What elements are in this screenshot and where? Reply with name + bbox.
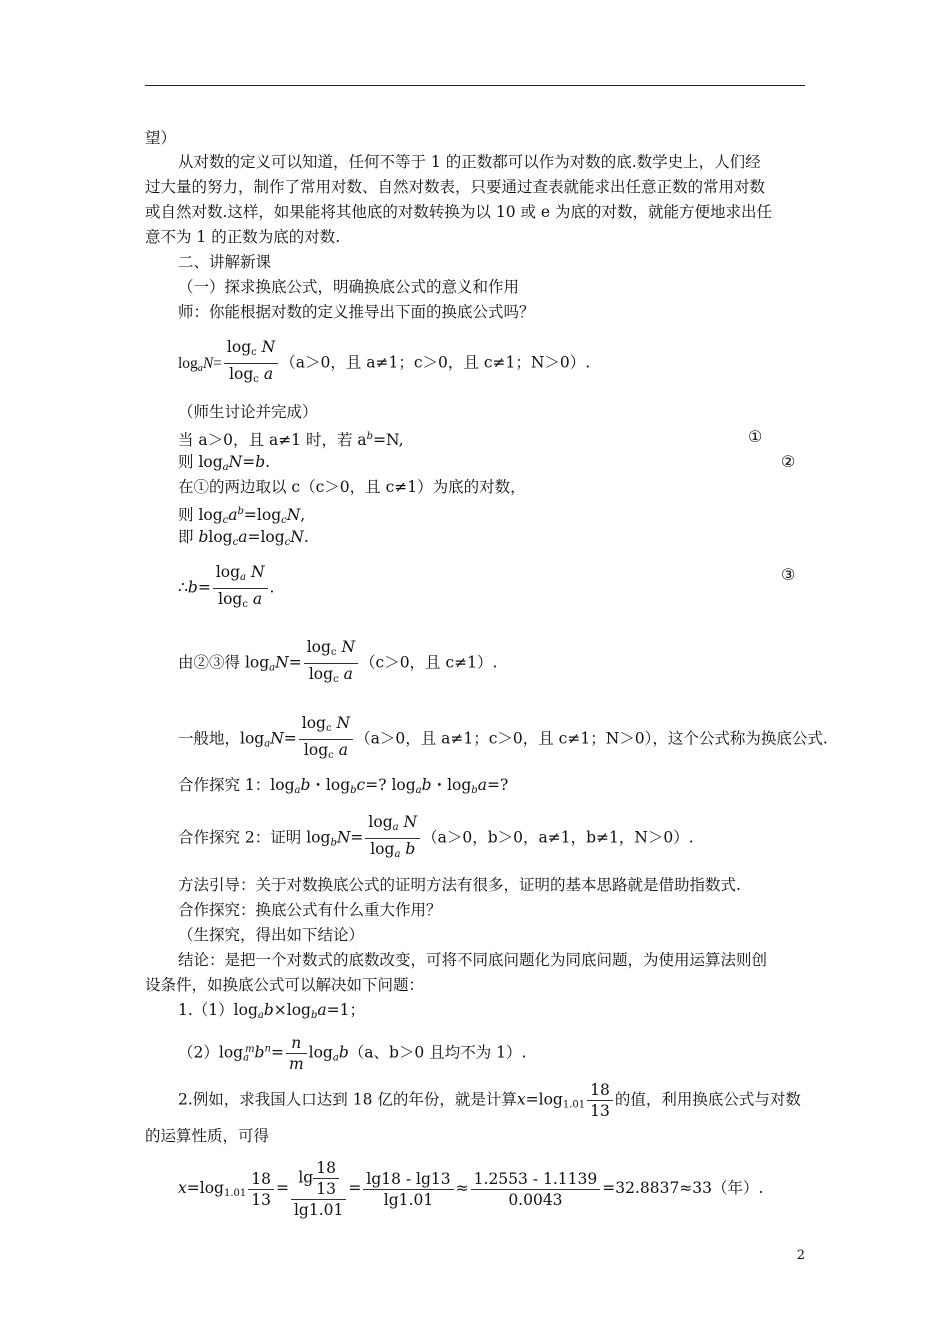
teacher-question: 师：你能根据对数的定义推导出下面的换底公式吗？ [178,303,535,321]
derivation-step-5: 即 blogca=logcN. [178,528,309,548]
subsection-heading: （一）探求换底公式，明确换底公式的意义和作用 [178,278,520,296]
circled-1: ① [748,427,763,446]
example-line-1: 2.例如，求我国人口达到 18 亿的年份，就是计算x=log1.01 $\frac{18}{13}$ 的值，利用换底公式与对数 [178,1081,801,1120]
item-2: $(2)\log a^mb^n=$ $\frac{n}{m}$ logab（a、b＞0 且均不为 1）. [178,1034,527,1073]
header-rule [145,85,805,86]
conclusion-line-2: 设条件，如换底公式可以解决如下问题： [145,976,425,994]
derivation-step-3: 在①的两边取以 c（c＞0，且 c≠1）为底的对数， [178,478,526,496]
intro-line-3: 或自然对数.这样，如果能将其他底的对数转换为以 10 或 e 为底的对数，就能方便地求出任 [145,203,773,221]
derivation-result: ∴b= $\frac{\text{loga N}}{\text{logc a}}$ . [178,563,275,610]
example-calculation: x=log1.01 $\frac{18}{13}$ = lg $\frac{18}{13}$ lg1.01 = $\frac{\lg 18 - \lg 13}{\lg 1.01}$ ≈ $\frac{1.2553 - 1.1139}{0.0043}$ =32.8837≈33（年）. [178,1159,764,1219]
circled-3: ③ [781,565,796,584]
derivation-step-2: 则 logaN=b. [178,453,271,473]
coop-exploration-2: 合作探究 2：证明 logbN= $\frac{\text{loga N}}{\text{loga b}}$ （a＞0，b＞0，a≠1，b≠1，N＞0）. [178,813,694,860]
formula-conditions: （a＞0，且 a≠1；c＞0，且 c≠1；N＞0）. [280,353,591,372]
coop-exploration-1: 合作探究 1：logab・logbc=? logab・logba=? [178,776,509,796]
intro-line-4: 意不为 1 的正数为底的对数. [145,228,341,246]
coop-exploration-3: 合作探究：换底公式有什么重大作用？ [178,901,442,919]
general-statement: 一般地，logaN= $\frac{\text{logc N}}{\text{logc a}}$ （a＞0，且 a≠1；c＞0，且 c≠1；N＞0），这个公式称为换底公式. [178,714,828,761]
item-1: 1.（1）logab×logba=1； [178,1001,365,1021]
discussion-note: （师生讨论并完成） [178,403,318,421]
change-of-base-formula: logaN= $\frac{\text{logc N}}{\text{logc a}}$ （a＞0，且 a≠1；c＞0，且 c≠1；N＞0）. [178,338,591,385]
method-guide: 方法引导：关于对数换底公式的证明方法有很多，证明的基本思路就是借助指数式. [178,876,741,894]
section-heading: 二、讲解新课 [178,253,272,271]
intro-line-1: 从对数的定义可以知道，任何不等于 1 的正数都可以作为对数的底.数学史上，人们经 [178,153,761,171]
derivation-step-4: 则 logca$^b$=logcN, [178,506,306,526]
intro-line-2: 过大量的努力，制作了常用对数、自然对数表，只要通过查表就能求出任意正数的常用对数 [145,178,766,196]
combined-result: 由②③得 logaN= $\frac{\text{logc N}}{\text{logc a}}$ （c＞0，且 c≠1）. [178,638,498,685]
approx-numerator: 1.2553 - 1.1139 [471,1169,601,1190]
conclusion-line-1: 结论：是把一个对数式的底数改变，可将不同底问题化为同底问题，为使用运算法则创 [178,951,768,969]
page-number: 2 [796,1248,805,1263]
derivation-step-1: 当 a＞0，且 a≠1 时，若 $a^b=N$, [178,431,404,449]
example-line-2: 的运算性质，可得 [145,1127,270,1145]
approx-denominator: 0.0043 [508,1190,563,1209]
calc-result: =32.8837≈33（年）. [602,1179,764,1197]
circled-2: ② [781,452,796,471]
paragraph-fragment: 望） [145,129,177,147]
student-note: （生探究，得出如下结论） [178,926,365,944]
